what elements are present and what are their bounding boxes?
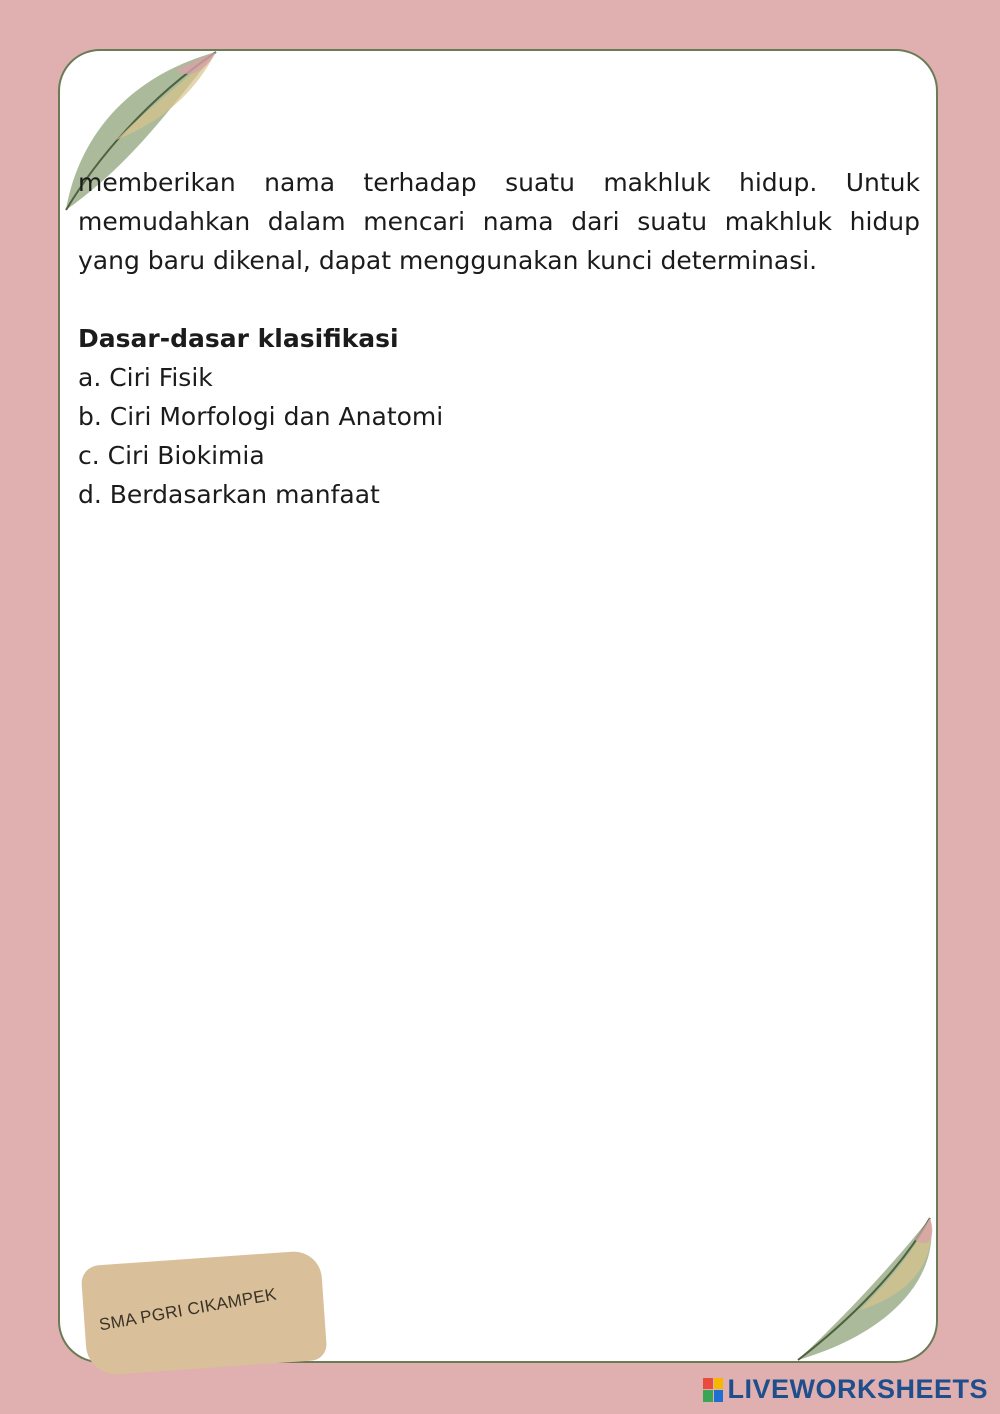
- section-heading: Dasar-dasar klasifikasi: [78, 324, 399, 353]
- liveworksheets-brand: [703, 1374, 988, 1405]
- intro-paragraph: memberikan nama terhadap suatu makhluk hidup. Untuk memudahkan dalam mencari nama dari suatu makhluk hidup yang baru dikenal, dapat menggunakan kunci determinasi.: [78, 168, 920, 275]
- list-item: d. Berdasarkan manfaat: [78, 480, 380, 509]
- school-label: SMA PGRI CIKAMPEK: [97, 1284, 279, 1335]
- brand-name: LIVEWORKSHEETS: [727, 1374, 988, 1404]
- list-item: a. Ciri Fisik: [78, 363, 213, 392]
- classification-list: [78, 358, 920, 514]
- list-item: b. Ciri Morfologi dan Anatomi: [78, 402, 444, 431]
- content-body: [78, 163, 920, 514]
- liveworksheets-logo-icon: [703, 1378, 723, 1402]
- list-item: c. Ciri Biokimia: [78, 441, 265, 470]
- leaf-decoration-bottom-icon: [790, 1210, 950, 1370]
